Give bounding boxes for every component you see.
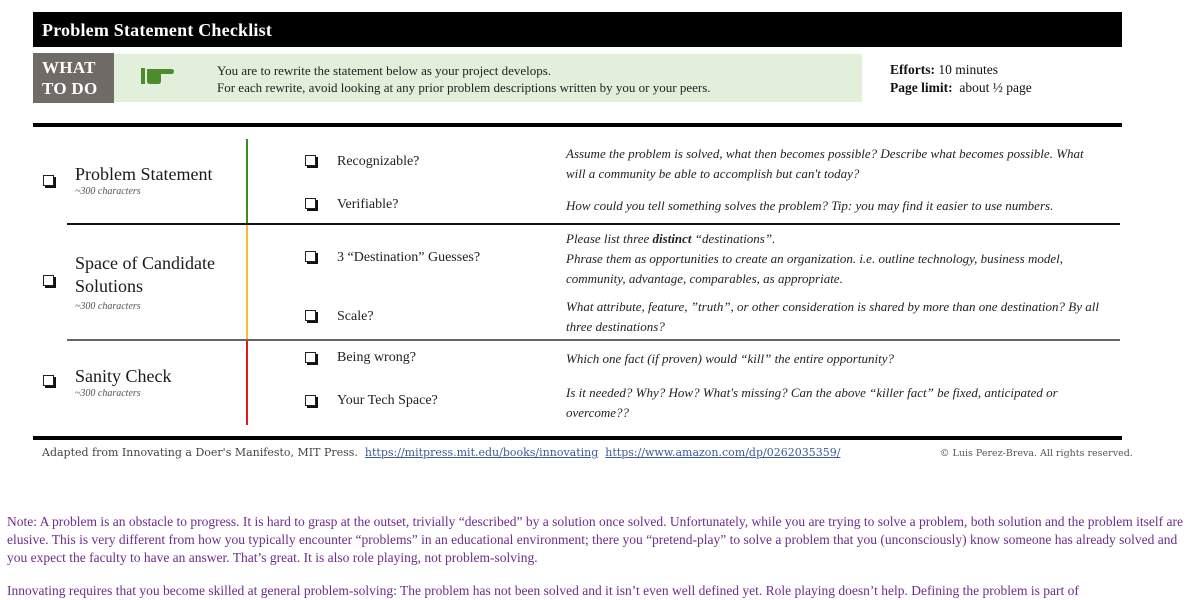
- section-title-line: Space of Candidate: [75, 253, 215, 273]
- mitpress-link[interactable]: https://mitpress.mit.edu/books/innovating: [364, 446, 599, 459]
- divider-bottom: [33, 436, 1122, 440]
- desc-text: Please list three: [566, 231, 653, 246]
- item-desc-recognizable: Assume the problem is solved, what then becomes possible? Describe what becomes possible. What will a community be able to accomplish but can't today?: [566, 146, 1084, 181]
- section-divider: [67, 223, 1120, 225]
- copyright: © Luis Perez-Breva. All rights reserved.: [940, 448, 1133, 459]
- instruction-line: You are to rewrite the statement below as your project develops.: [217, 63, 552, 78]
- instruction-line: For each rewrite, avoid looking at any prior problem descriptions written by you or your peers.: [217, 80, 711, 95]
- section-subtitle: ~300 characters: [75, 388, 141, 399]
- what-to-do-line1: WHAT: [42, 58, 96, 77]
- page-limit-value: about ½ page: [959, 80, 1032, 95]
- amazon-link[interactable]: https://www.amazon.com/dp/0262035359/: [605, 446, 841, 459]
- checkbox-problem-statement[interactable]: [43, 175, 54, 186]
- item-desc-scale: What attribute, feature, ”truth”, or other consideration is shared by more than one destination? By all three destinations?: [566, 299, 1099, 334]
- checkbox-being-wrong[interactable]: [305, 352, 316, 363]
- item-desc-tech-space: Is it needed? Why? How? What's missing? Can the above “killer fact” be fixed, anticipated or overcome??: [566, 385, 1058, 420]
- checkbox-scale[interactable]: [305, 310, 316, 321]
- checkbox-sanity-check[interactable]: [43, 375, 54, 386]
- item-label-tech-space: Your Tech Space?: [337, 393, 438, 408]
- item-desc-destination-guesses: [566, 229, 1106, 289]
- desc-text: Phrase them as opportunities to create an organization. i.e. outline technology, business model, community, advantage, comparables, as appropriate.: [566, 251, 1063, 286]
- checkbox-verifiable[interactable]: [305, 198, 316, 209]
- what-to-do-label: [33, 53, 114, 103]
- page-title: Problem Statement Checklist: [33, 12, 1122, 47]
- item-label-verifiable: Verifiable?: [337, 197, 399, 212]
- desc-text: “destinations”.: [691, 231, 776, 246]
- status-bar-green: [246, 139, 248, 223]
- item-label-destination-guesses: 3 “Destination” Guesses?: [337, 250, 481, 265]
- page-limit-label: Page limit:: [890, 80, 953, 95]
- checkbox-recognizable[interactable]: [305, 155, 316, 166]
- section-title-problem-statement: Problem Statement: [75, 164, 213, 184]
- instructions-panel: [114, 54, 862, 102]
- section-title-candidate-solutions: [75, 252, 215, 298]
- item-desc-being-wrong: Which one fact (if proven) would “kill” the entire opportunity?: [566, 351, 894, 366]
- checkbox-tech-space[interactable]: [305, 395, 316, 406]
- item-label-scale: Scale?: [337, 309, 374, 324]
- status-bar-yellow: [246, 224, 248, 339]
- item-label-being-wrong: Being wrong?: [337, 350, 416, 365]
- divider-top: [33, 123, 1122, 127]
- efforts-label: Efforts:: [890, 62, 935, 77]
- checkbox-destination-guesses[interactable]: [305, 251, 316, 262]
- effort-info: [890, 61, 1032, 97]
- section-subtitle: ~300 characters: [75, 301, 141, 312]
- item-label-recognizable: Recognizable?: [337, 154, 420, 169]
- note-paragraph: Innovating requires that you become skilled at general problem-solving: The problem has not been solved and it isn’t even well defined yet. Role playing doesn’t help. Defining the problem is part of: [7, 583, 1079, 598]
- section-title-sanity-check: Sanity Check: [75, 366, 172, 386]
- source-attribution: [42, 446, 840, 459]
- section-title-line: Solutions: [75, 276, 144, 296]
- source-text: Adapted from Innovating a Doer's Manifesto, MIT Press.: [42, 446, 358, 459]
- instructions-text: [217, 62, 711, 96]
- section-divider: [67, 339, 1120, 341]
- pointing-hand-icon: [141, 66, 175, 86]
- status-bar-red: [246, 341, 248, 425]
- note-paragraph: Note: A problem is an obstacle to progress. It is hard to grasp at the outset, trivially “described” by a solution once solved. Unfortunately, while you are trying to solve a problem, both solution and the problem itself are elusive. This is very different from how you typically encounter “problems” in an educational environment; there you “pretend-play” to solve a problem that you (unconsciously) know someone has already solved and you expect the faculty to have an answer. That’s great. It is also role playing, not problem-solving.: [7, 514, 1183, 565]
- what-to-do-line2: TO DO: [42, 79, 98, 98]
- checkbox-candidate-solutions[interactable]: [43, 275, 54, 286]
- section-subtitle: ~300 characters: [75, 186, 141, 197]
- item-desc-verifiable: How could you tell something solves the problem? Tip: you may find it easier to use numbers.: [566, 198, 1054, 213]
- efforts-value: 10 minutes: [938, 62, 998, 77]
- desc-emphasis: distinct: [652, 231, 692, 246]
